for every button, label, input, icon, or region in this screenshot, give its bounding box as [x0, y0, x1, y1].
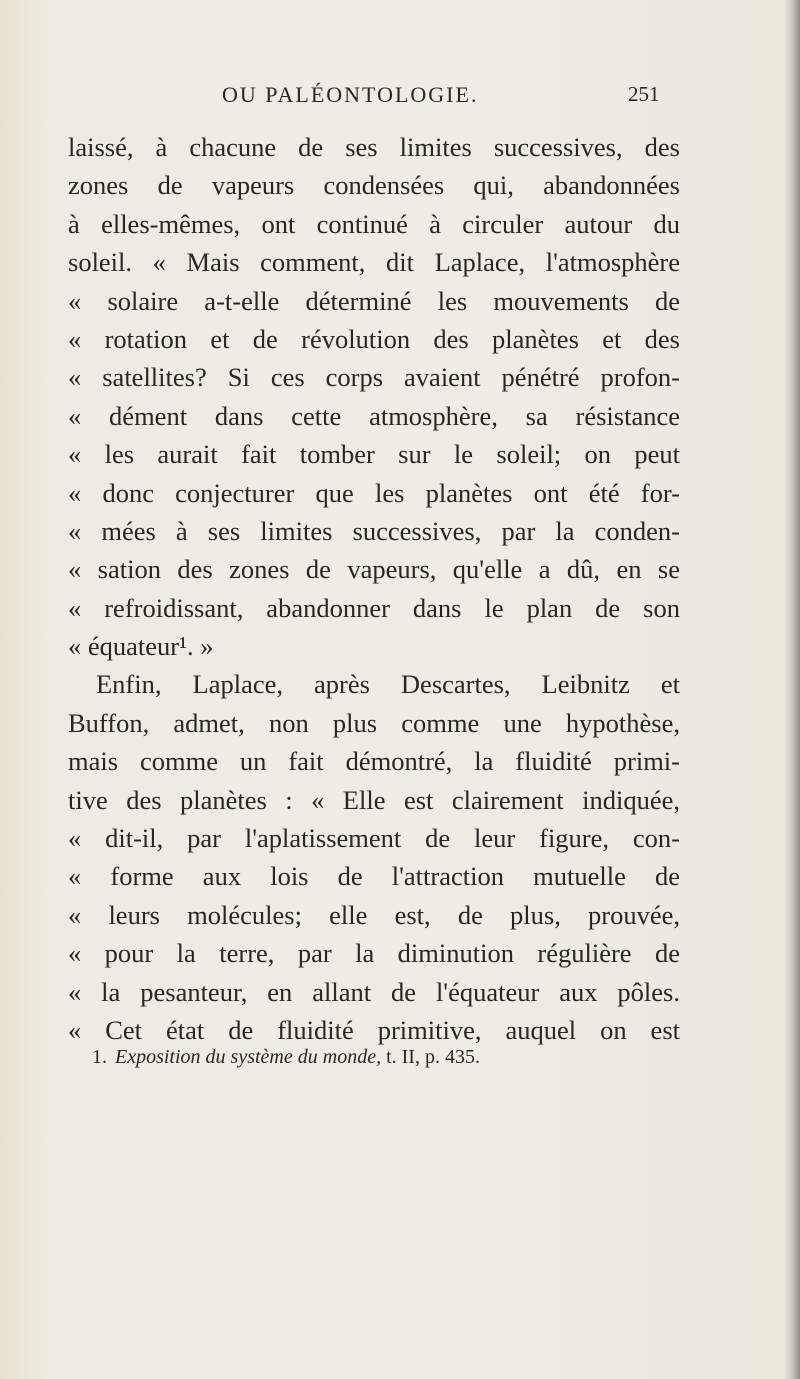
text-line: zones de vapeurs condensées qui, abandonnées — [68, 170, 680, 201]
text-line: « pour la terre, par la diminution régulière de — [68, 938, 680, 969]
text-line: mais comme un fait démontré, la fluidité primi- — [68, 746, 680, 777]
text-line: Enfin, Laplace, après Descartes, Leibnitz et — [96, 669, 680, 700]
text-line: soleil. « Mais comment, dit Laplace, l'atmosphère — [68, 247, 680, 278]
text-line: « solaire a-t-elle déterminé les mouvements de — [68, 285, 680, 316]
text-line: « équateur¹. » — [68, 631, 214, 662]
text-line: « la pesanteur, en allant de l'équateur aux pôles. — [68, 976, 680, 1007]
text-line: « satellites? Si ces corps avaient pénétré profon- — [68, 362, 680, 393]
text-line: « Cet état de fluidité primitive, auquel on est — [68, 1014, 680, 1045]
page-number: 251 — [628, 82, 660, 106]
text-line: « dit-il, par l'aplatissement de leur figure, con- — [68, 823, 680, 854]
text-line: Buffon, admet, non plus comme une hypothèse, — [68, 707, 680, 738]
text-line: « mées à ses limites successives, par la conden- — [68, 515, 680, 546]
page-edge-shadow — [784, 0, 800, 1379]
footnote-reference: t. II, p. 435. — [381, 1046, 480, 1068]
text-line: « rotation et de révolution des planètes et des — [68, 323, 680, 354]
running-title: OU PALÉONTOLOGIE. — [222, 82, 479, 107]
footnote-title: Exposition du système du monde, — [115, 1046, 382, 1068]
text-line: tive des planètes : « Elle est clairement indiquée, — [68, 784, 680, 815]
text-line: « forme aux lois de l'attraction mutuelle de — [68, 861, 680, 892]
text-line: « les aurait fait tomber sur le soleil; on peut — [68, 439, 680, 470]
footnote-number: 1. — [92, 1046, 107, 1068]
running-head — [0, 82, 800, 112]
text-line: « dément dans cette atmosphère, sa résistance — [68, 400, 680, 431]
text-line: « leurs molécules; elle est, de plus, prouvée, — [68, 899, 680, 930]
footnote — [92, 1046, 480, 1069]
text-line: à elles-mêmes, ont continué à circuler autour du — [68, 208, 680, 239]
text-line: « donc conjecturer que les planètes ont été for- — [68, 477, 680, 508]
text-line: laissé, à chacune de ses limites successives, des — [68, 132, 680, 162]
body-text — [68, 128, 680, 1049]
text-line: « sation des zones de vapeurs, qu'elle a dû, en se — [68, 554, 680, 585]
text-line: « refroidissant, abandonner dans le plan de son — [68, 592, 680, 623]
